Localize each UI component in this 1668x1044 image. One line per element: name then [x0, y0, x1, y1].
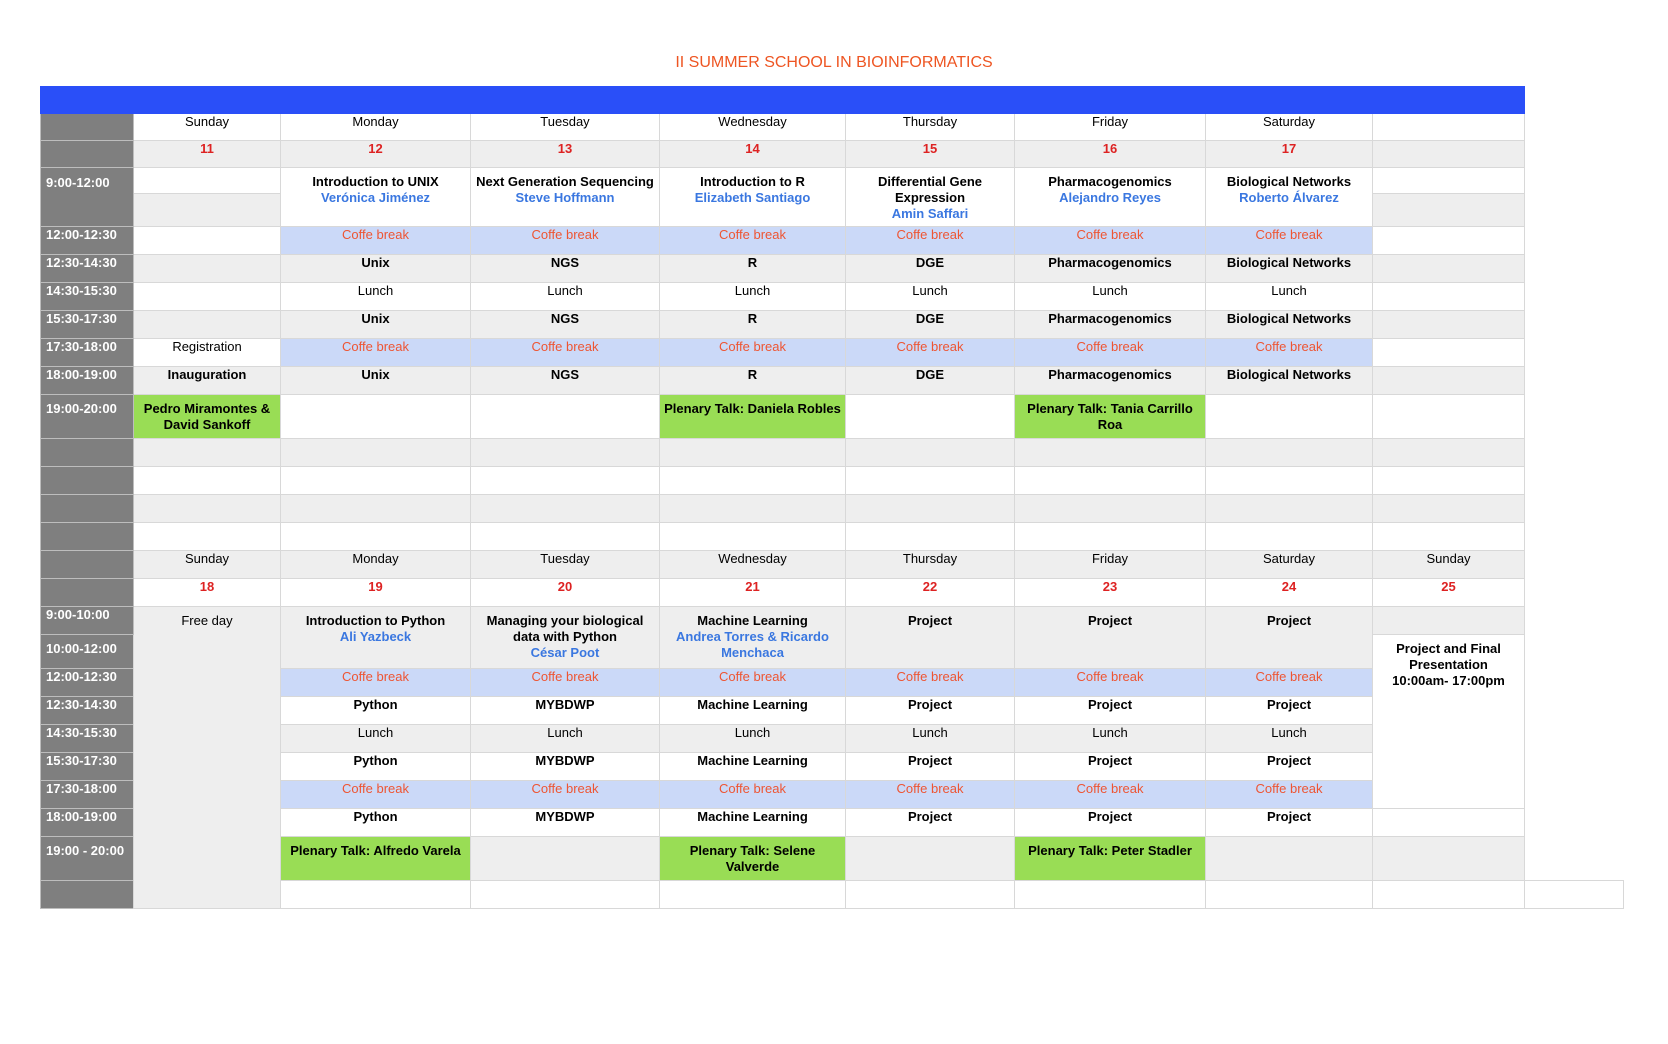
session-instructor: Elizabeth Santiago: [694, 190, 811, 205]
session-title: Introduction to Python: [305, 613, 446, 628]
time-label: 14:30-15:30: [41, 283, 134, 311]
slot-row: [41, 255, 1624, 283]
plenary-talk: Plenary Talk: Selene Valverde: [660, 837, 846, 881]
coffee-break: Coffe break: [281, 339, 471, 367]
week2-days-row: [41, 551, 1624, 579]
band-cell: [41, 87, 134, 114]
session-instructor: Steve Hoffmann: [515, 190, 615, 205]
lunch: Lunch: [846, 283, 1015, 311]
session-short: Machine Learning: [660, 753, 846, 781]
session-instructor: César Poot: [530, 645, 600, 660]
day-date: 24: [1206, 579, 1373, 607]
day-name: Thursday: [846, 551, 1015, 579]
session-short: Project: [846, 753, 1015, 781]
plenary-talk: Plenary Talk: Tania Carrillo Roa: [1015, 395, 1206, 439]
session-title: Biological Networks: [1226, 174, 1352, 189]
day-name: Tuesday: [471, 551, 660, 579]
day-name: Friday: [1015, 114, 1206, 141]
session-title: Managing your biological data with Python: [486, 613, 644, 644]
session-title: Introduction to UNIX: [312, 174, 439, 189]
time-label: 19:00 - 20:00: [41, 837, 134, 881]
coffee-break: Coffe break: [846, 227, 1015, 255]
day-name: Tuesday: [471, 114, 660, 141]
coffee-break: Coffe break: [1206, 781, 1373, 809]
session-short: Machine Learning: [660, 697, 846, 725]
coffee-break: Coffe break: [471, 669, 660, 697]
week1-dates-row: [41, 141, 1624, 168]
session-short: Project: [846, 809, 1015, 837]
coffee-break: Coffe break: [471, 781, 660, 809]
final-time: 10:00am- 17:00pm: [1392, 673, 1505, 688]
session-short: Biological Networks: [1206, 311, 1373, 339]
time-label: 14:30-15:30: [41, 725, 134, 753]
session-cell: [660, 168, 846, 227]
day-name: Sunday: [134, 114, 281, 141]
time-label: 17:30-18:00: [41, 339, 134, 367]
coffee-break: Coffe break: [660, 781, 846, 809]
slot-row: [41, 168, 1624, 194]
session-short: Project: [846, 697, 1015, 725]
plenary-talk: Plenary Talk: Daniela Robles: [660, 395, 846, 439]
session-short: Pharmacogenomics: [1015, 311, 1206, 339]
day-date: 21: [660, 579, 846, 607]
session-short: Machine Learning: [660, 809, 846, 837]
session-short: MYBDWP: [471, 809, 660, 837]
session-short: Project: [1015, 697, 1206, 725]
time-label: 15:30-17:30: [41, 753, 134, 781]
session-short: MYBDWP: [471, 697, 660, 725]
day-name: Saturday: [1206, 551, 1373, 579]
time-label: 12:30-14:30: [41, 255, 134, 283]
session-cell: [281, 607, 471, 669]
lunch: Lunch: [1015, 283, 1206, 311]
coffee-break: Coffe break: [846, 669, 1015, 697]
session-short: R: [660, 255, 846, 283]
day-date: 25: [1373, 579, 1525, 607]
session-short: Project: [1015, 753, 1206, 781]
slot-row: [41, 339, 1624, 367]
lunch: Lunch: [471, 725, 660, 753]
session-title: Project: [907, 613, 953, 628]
coffee-break: Coffe break: [846, 781, 1015, 809]
coffee-break: Coffe break: [281, 781, 471, 809]
day-name: Wednesday: [660, 551, 846, 579]
coffee-break: Coffe break: [471, 339, 660, 367]
session-short: DGE: [846, 311, 1015, 339]
session-cell: [471, 168, 660, 227]
day-date: 11: [134, 141, 281, 168]
lunch: Lunch: [1206, 725, 1373, 753]
lunch: Lunch: [1015, 725, 1206, 753]
session-cell: [1206, 168, 1373, 227]
coffee-break: Coffe break: [1015, 227, 1206, 255]
session-short: Unix: [281, 311, 471, 339]
session-short: NGS: [471, 255, 660, 283]
session-cell: [471, 607, 660, 669]
registration: Registration: [134, 339, 281, 367]
day-name: Sunday: [134, 551, 281, 579]
session-instructor: Ali Yazbeck: [339, 629, 412, 644]
session-short: NGS: [471, 367, 660, 395]
day-name: Monday: [281, 551, 471, 579]
session-short: Project: [1206, 809, 1373, 837]
session-short: Biological Networks: [1206, 367, 1373, 395]
day-date: 17: [1206, 141, 1373, 168]
session-cell: [1015, 168, 1206, 227]
inauguration: Inauguration: [134, 367, 281, 395]
slot-row: [41, 311, 1624, 339]
time-label: 12:00-12:30: [41, 669, 134, 697]
coffee-break: Coffe break: [846, 339, 1015, 367]
time-label: 17:30-18:00: [41, 781, 134, 809]
coffee-break: Coffe break: [281, 227, 471, 255]
session-instructor: Roberto Álvarez: [1239, 190, 1339, 205]
day-date: 14: [660, 141, 846, 168]
day-date: 15: [846, 141, 1015, 168]
session-short: Project: [1206, 697, 1373, 725]
day-name: Saturday: [1206, 114, 1373, 141]
session-title: Pharmacogenomics: [1048, 174, 1172, 189]
day-date: 16: [1015, 141, 1206, 168]
free-day: Free day: [134, 607, 281, 909]
session-short: Biological Networks: [1206, 255, 1373, 283]
session-cell: [1206, 607, 1373, 669]
slot-row: [41, 607, 1624, 635]
coffee-break: Coffe break: [660, 669, 846, 697]
slot-row: [41, 227, 1624, 255]
session-title: Differential Gene Expression: [877, 174, 983, 205]
time-label: 9:00-12:00: [41, 168, 134, 227]
session-short: Python: [281, 697, 471, 725]
session-short: Python: [281, 809, 471, 837]
day-date: 18: [134, 579, 281, 607]
week2-dates-row: [41, 579, 1624, 607]
session-short: Python: [281, 753, 471, 781]
session-cell: [846, 607, 1015, 669]
coffee-break: Coffe break: [660, 227, 846, 255]
time-label: 10:00-12:00: [41, 635, 134, 669]
plenary-talk: Pedro Miramontes & David Sankoff: [134, 395, 281, 439]
header-band: [41, 87, 1624, 114]
session-short: R: [660, 367, 846, 395]
day-date: 20: [471, 579, 660, 607]
plenary-talk: Plenary Talk: Peter Stadler: [1015, 837, 1206, 881]
day-date: 13: [471, 141, 660, 168]
coffee-break: Coffe break: [471, 227, 660, 255]
coffee-break: Coffe break: [1015, 781, 1206, 809]
session-instructor: Andrea Torres & Ricardo Menchaca: [676, 629, 829, 660]
session-title: Project: [1087, 613, 1133, 628]
spacer-row: [41, 495, 1624, 523]
coffee-break: Coffe break: [1206, 669, 1373, 697]
week1-days-row: [41, 114, 1624, 141]
session-short: Unix: [281, 367, 471, 395]
coffee-break: Coffe break: [281, 669, 471, 697]
session-title: Project: [1266, 613, 1312, 628]
day-date: 22: [846, 579, 1015, 607]
schedule-table: [40, 86, 1624, 909]
session-title: Machine Learning: [697, 613, 808, 628]
spacer-row: [41, 523, 1624, 551]
time-label: 15:30-17:30: [41, 311, 134, 339]
coffee-break: Coffe break: [1206, 227, 1373, 255]
time-label: 19:00-20:00: [41, 395, 134, 439]
session-instructor: Alejandro Reyes: [1059, 190, 1161, 205]
page-title: II SUMMER SCHOOL IN BIOINFORMATICS: [675, 54, 993, 71]
session-short: DGE: [846, 255, 1015, 283]
lunch: Lunch: [281, 283, 471, 311]
session-short: R: [660, 311, 846, 339]
slot-row: [41, 395, 1624, 439]
session-title: Introduction to R: [700, 174, 805, 189]
session-short: DGE: [846, 367, 1015, 395]
session-instructor: Amin Saffari: [891, 206, 969, 221]
session-title: Next Generation Sequencing: [476, 174, 654, 189]
session-short: MYBDWP: [471, 753, 660, 781]
spacer-row: [41, 439, 1624, 467]
coffee-break: Coffe break: [660, 339, 846, 367]
lunch: Lunch: [660, 283, 846, 311]
session-cell: [281, 168, 471, 227]
final-title: Project and Final Presentation: [1396, 641, 1501, 672]
time-label: 9:00-10:00: [41, 607, 134, 635]
time-label: 18:00-19:00: [41, 367, 134, 395]
session-short: Unix: [281, 255, 471, 283]
session-short: Pharmacogenomics: [1015, 255, 1206, 283]
session-instructor: Verónica Jiménez: [320, 190, 431, 205]
session-short: Pharmacogenomics: [1015, 367, 1206, 395]
time-label: 18:00-19:00: [41, 809, 134, 837]
day-name: Thursday: [846, 114, 1015, 141]
session-cell: [1015, 607, 1206, 669]
day-date: 12: [281, 141, 471, 168]
day-name: Wednesday: [660, 114, 846, 141]
coffee-break: Coffe break: [1015, 669, 1206, 697]
day-name: Monday: [281, 114, 471, 141]
spacer-row: [41, 467, 1624, 495]
time-label: 12:00-12:30: [41, 227, 134, 255]
session-short: Project: [1206, 753, 1373, 781]
coffee-break: Coffe break: [1015, 339, 1206, 367]
day-name: Friday: [1015, 551, 1206, 579]
time-label: 12:30-14:30: [41, 697, 134, 725]
lunch: Lunch: [281, 725, 471, 753]
lunch: Lunch: [471, 283, 660, 311]
session-cell: [660, 607, 846, 669]
session-cell: [846, 168, 1015, 227]
slot-row: [41, 367, 1624, 395]
coffee-break: Coffe break: [1206, 339, 1373, 367]
final-presentation: [1373, 635, 1525, 809]
lunch: Lunch: [1206, 283, 1373, 311]
session-short: Project: [1015, 809, 1206, 837]
day-date: 19: [281, 579, 471, 607]
lunch: Lunch: [846, 725, 1015, 753]
plenary-talk: Plenary Talk: Alfredo Varela: [281, 837, 471, 881]
lunch: Lunch: [660, 725, 846, 753]
day-name: Sunday: [1373, 551, 1525, 579]
session-short: NGS: [471, 311, 660, 339]
day-date: 23: [1015, 579, 1206, 607]
slot-row: [41, 283, 1624, 311]
